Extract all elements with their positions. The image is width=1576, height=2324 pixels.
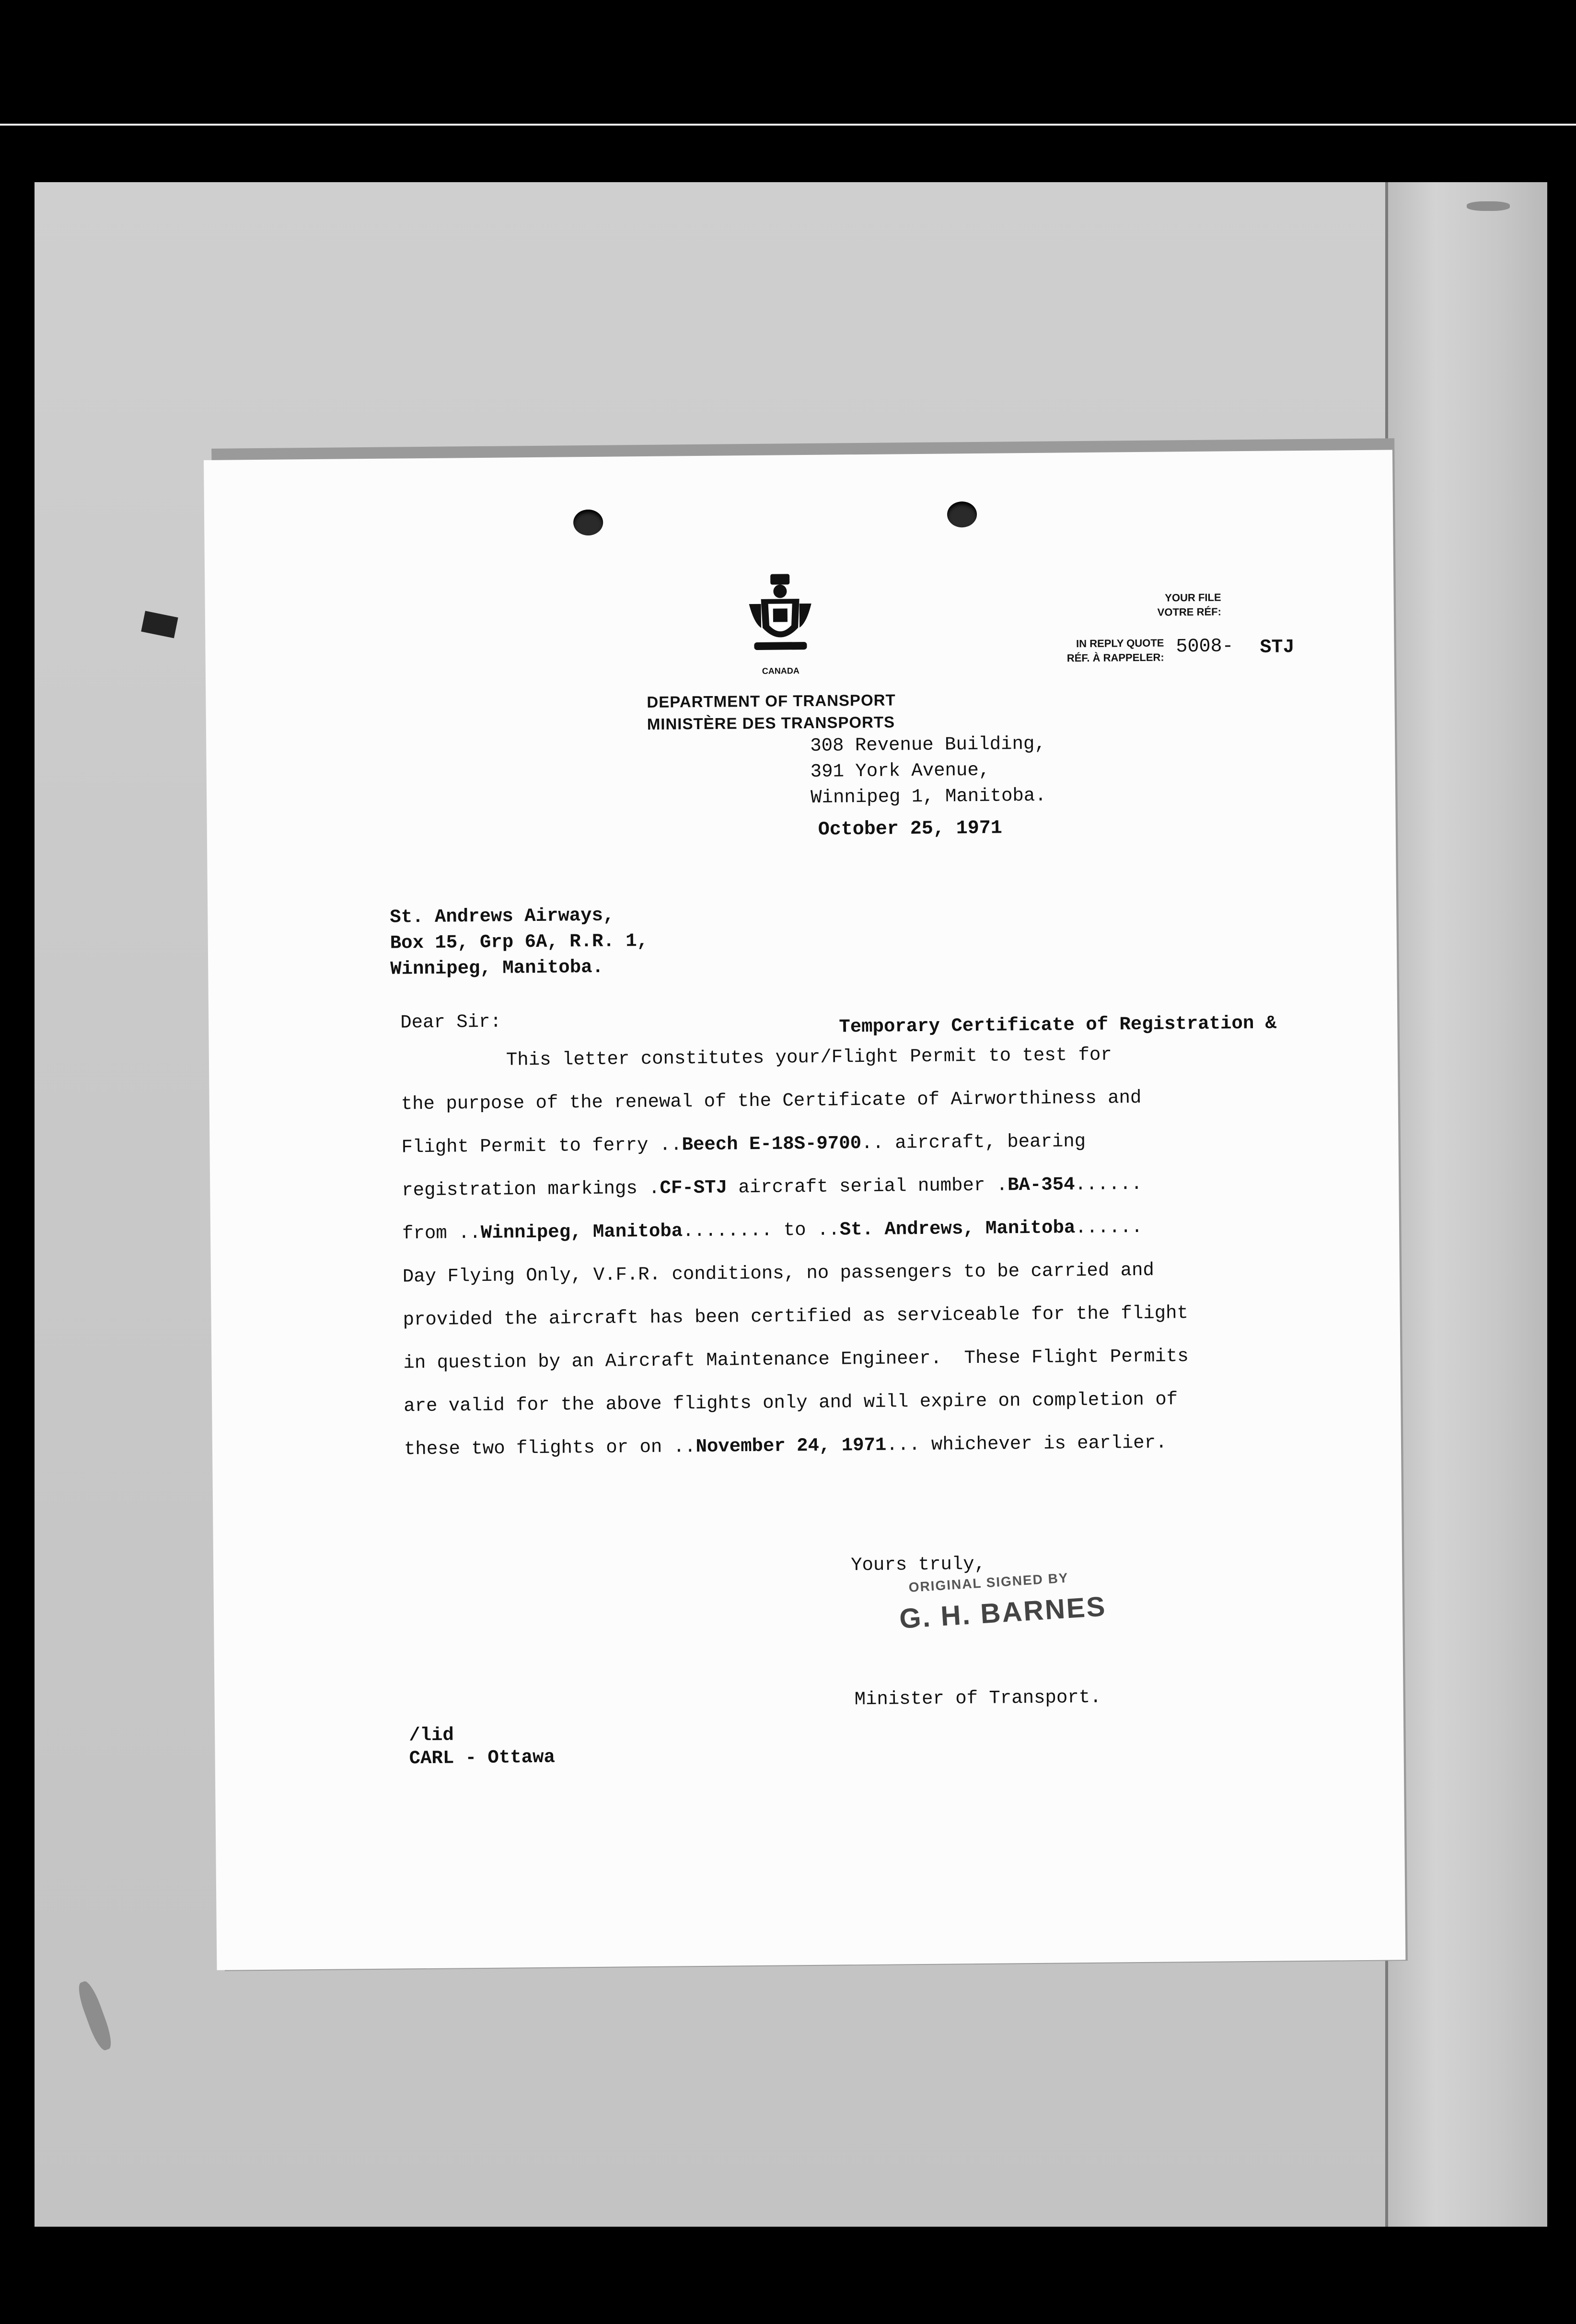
address-line: Winnipeg 1, Manitoba. [810, 785, 1046, 808]
body-line: This letter constitutes your/Flight Permit to test for [506, 1044, 1112, 1071]
reference-suffix: STJ [1260, 637, 1295, 659]
address-line: 391 York Avenue, [810, 759, 990, 782]
aircraft-type-fill: Beech E-18S-9700 [682, 1133, 862, 1156]
body-line: Day Flying Only, V.F.R. conditions, no passengers to be carried and [402, 1259, 1155, 1288]
film-border-line [0, 124, 1576, 126]
signature-stamp-name: G. H. BARNES [898, 1591, 1107, 1635]
your-file-label: YOUR FILE [1165, 591, 1221, 604]
letter-page [204, 450, 1405, 1970]
destination-fill: St. Andrews, Manitoba [839, 1217, 1076, 1241]
punch-hole [947, 501, 977, 528]
salutation: Dear Sir: [400, 1011, 502, 1034]
body-line: Flight Permit to ferry ..Beech E-18S-9700.. aircraft, bearing [401, 1130, 1086, 1158]
board-right-strip [1385, 182, 1547, 2227]
board-scuff-mark [1467, 201, 1510, 211]
address-line: 308 Revenue Building, [810, 733, 1046, 756]
typed-insertion: Temporary Certificate of Registration & [839, 1012, 1277, 1038]
closing: Yours truly, [850, 1553, 986, 1576]
body-line: from ..Winnipeg, Manitoba........ to ..St. Andrews, Manitoba...... [402, 1216, 1143, 1244]
sender-address [810, 731, 1046, 811]
recipient-line: Box 15, Grp 6A, R.R. 1, [390, 930, 649, 954]
reference-number: 5008- [1176, 636, 1234, 658]
department-heading [647, 689, 896, 735]
signatory-title: Minister of Transport. [854, 1686, 1101, 1710]
crest-caption: CANADA [762, 666, 800, 676]
body-line: are valid for the above flights only and will expire on completion of [404, 1389, 1178, 1417]
ref-rappeler-label: RÉF. À RAPPELER: [1066, 651, 1164, 664]
letter-date: October 25, 1971 [818, 817, 1003, 841]
serial-number-fill: BA-354 [1007, 1174, 1075, 1196]
origin-fill: Winnipeg, Manitoba [480, 1220, 683, 1244]
recipient-line: Winnipeg, Manitoba. [390, 956, 604, 980]
body-line: in question by an Aircraft Maintenance Engineer. These Flight Permits [403, 1346, 1189, 1374]
typist-initials [409, 1723, 555, 1770]
reply-quote-label: IN REPLY QUOTE [1076, 637, 1164, 650]
expiry-date-fill: November 24, 1971 [695, 1434, 887, 1458]
registration-fill: CF-STJ [660, 1177, 728, 1199]
votre-ref-label: VOTRE RÉF: [1157, 605, 1221, 618]
body-line: these two flights or on ..November 24, 1971... whichever is earlier. [404, 1432, 1167, 1460]
department-name-fr: MINISTÈRE DES TRANSPORTS [647, 713, 895, 733]
department-name-en: DEPARTMENT OF TRANSPORT [647, 691, 896, 711]
body-line: registration markings .CF-STJ aircraft serial number .BA-354...... [402, 1173, 1143, 1201]
initials-line: /lid [409, 1724, 454, 1746]
punch-hole [573, 510, 603, 536]
recipient-address [390, 902, 649, 982]
body-line: the purpose of the renewal of the Certificate of Airworthiness and [401, 1087, 1142, 1115]
signature-stamp-caption: ORIGINAL SIGNED BY [908, 1570, 1069, 1595]
body-line: provided the aircraft has been certified as serviceable for the flight [403, 1302, 1189, 1331]
copy-line: CARL - Ottawa [409, 1746, 556, 1769]
recipient-line: St. Andrews Airways, [390, 905, 614, 928]
canada-crest-icon [744, 570, 817, 657]
